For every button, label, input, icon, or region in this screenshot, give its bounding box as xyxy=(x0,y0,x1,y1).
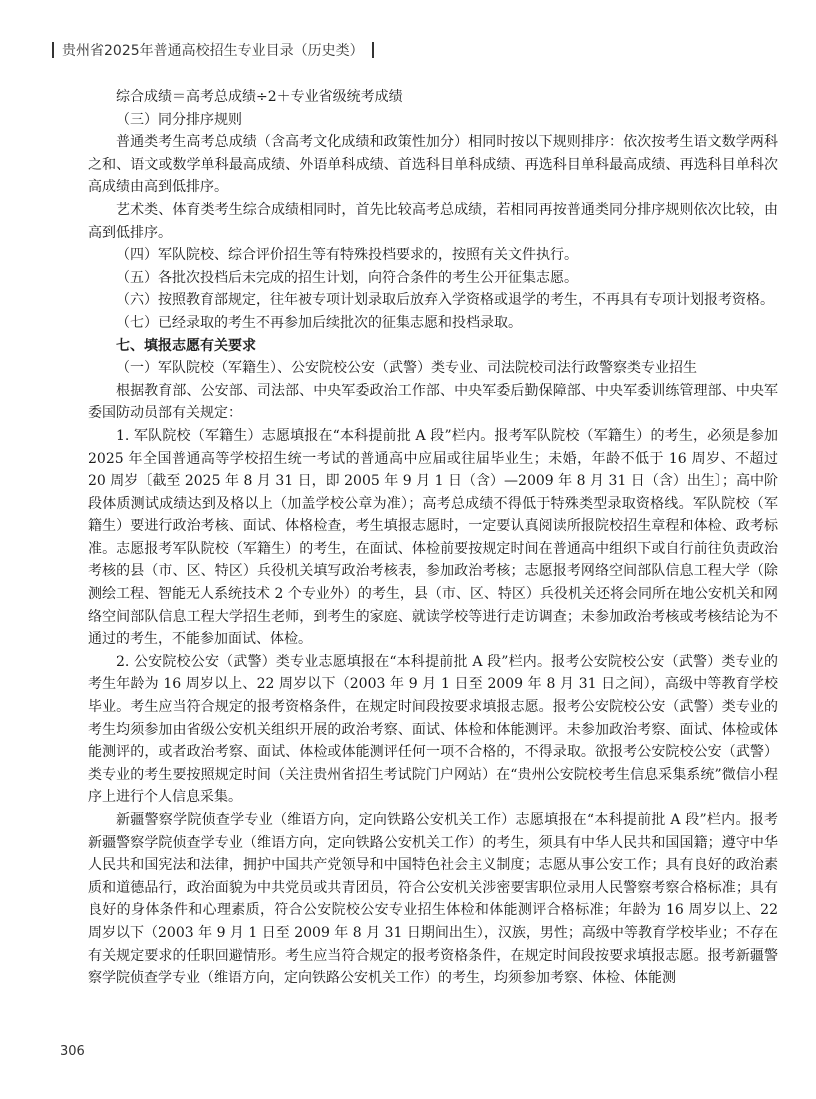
section-heading-seven: 七、填报志愿有关要求 xyxy=(116,337,256,354)
paragraph-general-tie: 普通类考生高考总成绩（含高考文化成绩和政策性加分）相同时按以下规则排序：依次按考生语文数学两科之和、语文或数学单科最高成绩、外语单科成绩、首选科目单科成绩、再选科目单科最高成绩、再选科目单科次高成绩由高到低排序。 xyxy=(88,134,778,196)
paragraph-regulations: 根据教育部、公安部、司法部、中央军委政治工作部、中央军委后勤保障部、中央军委训练管理部、中央军委国防动员部有关规定： xyxy=(88,382,778,422)
formula-line: 综合成绩＝高考总成绩÷2＋专业省级统考成绩 xyxy=(116,89,403,105)
paragraph-xinjiang-police: 新疆警察学院侦查学专业（维语方向，定向铁路公安机关工作）志愿填报在“本科提前批 A 段”栏内。报考新疆警察学院侦查学专业（维语方向，定向铁路公安机关工作）的考生，须具有中华人民共和国国籍；遵守中华人民共和国宪法和法律，拥护中国共产党领导和中国特色社会主义制度；志愿从事公安工作；具有良好的政治素质和道德品行，政治面貌为中共党员或共青团员，符合公安机关涉密要害职位录用人民警察考察合格标准；具有良好的身体条件和心理素质，符合公安院校公安专业招生体检和体能测评合格标准；年龄为 16 周岁以上、22 周岁以下（2003 年 9 月 1 日至 2009 年 8 月 31 日期间出生），汉族，男性；高级中等教育学校毕业；不存在有关规定要求的任职回避情形。考生应当符合规定的报考资格条件，在规定时间段按要求填报志愿。报考新疆警察学院侦查学专业（维语方向，定向铁路公安机关工作）的考生，均须参加考察、体检、体能测 xyxy=(88,812,778,987)
header-left-bar xyxy=(52,42,54,58)
page-number: 306 xyxy=(60,1044,85,1059)
running-header xyxy=(52,40,382,60)
item-four: （四）军队院校、综合评价招生等有特殊投档要求的，按照有关文件执行。 xyxy=(116,247,578,264)
item-six: （六）按照教育部规定，往年被专项计划录取后放弃入学资格或退学的考生，不再具有专项计划报考资格。 xyxy=(116,292,774,309)
page-body xyxy=(88,86,778,990)
paragraph-military-academies: 1. 军队院校（军籍生）志愿填报在“本科提前批 A 段”栏内。报考军队院校（军籍生）的考生，必须是参加 2025 年全国普通高等学校招生统一考试的普通高中应届或往届毕业生；未婚，年龄不低于 16 周岁、不超过 20 周岁〔截至 2025 年 8 月 31 日，即 2005 年 9 月 1 日（含）—2009 年 8 月 31 日（含）出生〕；高中阶段体质测试成绩达到及格以上（加盖学校公章为准）；高考总成绩不得低于特殊类型录取资格线。军队院校（军籍生）要进行政治考核、面试、体格检查，考生填报志愿时，一定要认真阅读所报院校招生章程和体检、政考标准。志愿报考军队院校（军籍生）的考生，在面试、体检前要按规定时间在普通高中组织下或自行前往负责政治考核的县（市、区、特区）兵役机关填写政治考核表，参加政治考核；志愿报考网络空间部队信息工程大学（除测绘工程、智能无人系统技术 2 个专业外）的考生，县（市、区、特区）兵役机关还将会同所在地公安机关和网络空间部队信息工程大学招生老师，到考生的家庭、就读学校等进行走访调查；未参加政治考核或考核结论为不通过的考生，不能参加面试、体检。 xyxy=(88,427,778,648)
header-title: 贵州省2025年普通高校招生专业目录（历史类） xyxy=(62,43,364,59)
header-right-bar xyxy=(372,42,374,58)
subheading-tie-rules: （三）同分排序规则 xyxy=(116,111,242,128)
paragraph-police-academies: 2. 公安院校公安（武警）类专业志愿填报在“本科提前批 A 段”栏内。报考公安院校公安（武警）类专业的考生年龄为 16 周岁以上、22 周岁以下（2003 年 9 月 1 日至 2009 年 8 月 31 日之间），高级中等教育学校毕业。考生应当符合规定的报考资格条件，在规定时间段按要求填报志愿。报考公安院校公安（武警）类专业的考生均须参加由省级公安机关组织开展的政治考察、面试、体检和体能测评。未参加政治考察、面试、体检或体能测评的，或者政治考察、面试、体检或体能测评任何一项不合格的，不得录取。欲报考公安院校公安（武警）类专业的考生要按照规定时间（关注贵州省招生考试院门户网站）在“贵州公安院校考生信息采集系统”微信小程序上进行个人信息采集。 xyxy=(88,653,778,806)
subheading-military-police: （一）军队院校（军籍生）、公安院校公安（武警）类专业、司法院校司法行政警察类专业招生 xyxy=(116,360,697,377)
item-five: （五）各批次投档后未完成的招生计划，向符合条件的考生公开征集志愿。 xyxy=(116,269,578,286)
item-seven: （七）已经录取的考生不再参加后续批次的征集志愿和投档录取。 xyxy=(116,314,522,331)
paragraph-art-sport-tie: 艺术类、体育类考生综合成绩相同时，首先比较高考总成绩，若相同再按普通类同分排序规则依次比较，由高到低排序。 xyxy=(88,201,778,241)
